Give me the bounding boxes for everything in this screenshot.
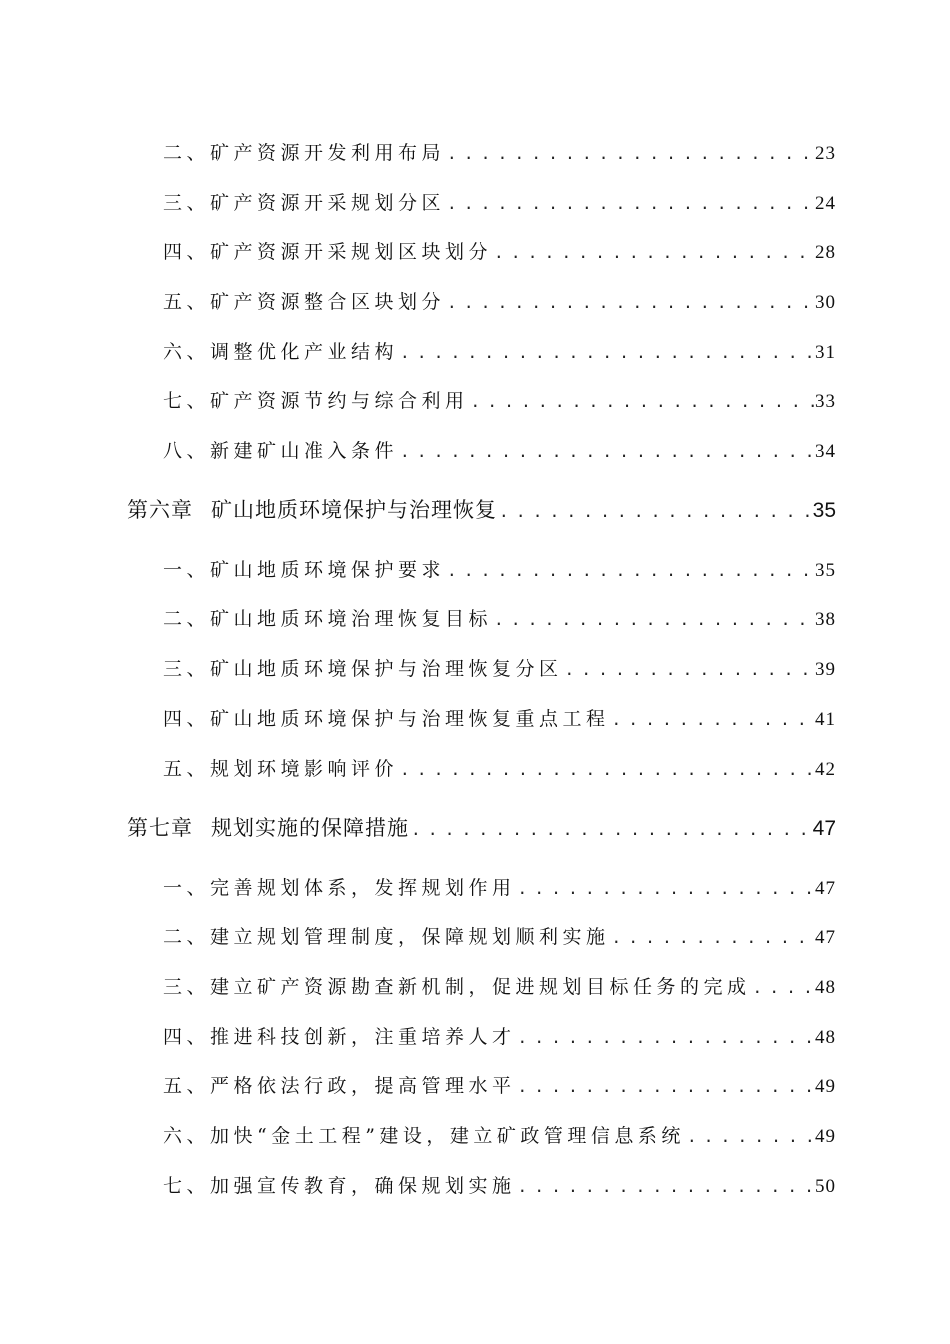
toc-entry-label: 一、完善规划体系，发挥规划作用 (163, 877, 516, 899)
toc-entry[interactable] (163, 287, 836, 314)
toc-entry-label: 五、规划环境影响评价 (163, 758, 399, 780)
dot-leader (516, 1177, 815, 1196)
toc-entry[interactable] (163, 754, 836, 781)
toc-page-number: 31 (815, 342, 836, 363)
toc-entry-label: 三、建立矿产资源勘查新机制，促进规划目标任务的完成 (163, 976, 751, 998)
toc-entry[interactable] (163, 386, 836, 413)
dot-leader (516, 1028, 815, 1047)
dot-leader (469, 392, 815, 411)
toc-page-number: 23 (815, 143, 836, 164)
toc-page-number: 24 (815, 193, 836, 214)
toc-page-number: 28 (815, 242, 836, 263)
chapter-number: 第六章 (127, 498, 193, 522)
dot-leader (516, 1077, 815, 1096)
toc-entry-label: 二、矿产资源开发利用布局 (163, 142, 446, 164)
toc-entry-label: 五、矿产资源整合区块划分 (163, 291, 446, 313)
toc-entry-label: 七、加强宣传教育，确保规划实施 (163, 1175, 516, 1197)
toc-entry[interactable] (163, 188, 836, 215)
toc-page-number: 47 (815, 927, 836, 948)
chapter-number: 第七章 (127, 816, 193, 840)
toc-entry-label: 四、矿山地质环境保护与治理恢复重点工程 (163, 708, 610, 730)
toc-entry[interactable] (163, 873, 836, 900)
toc-entry[interactable] (163, 337, 836, 364)
toc-entry-label: 八、新建矿山准入条件 (163, 440, 399, 462)
toc-entry-label: 六、调整优化产业结构 (163, 341, 399, 363)
toc-page-number: 42 (815, 759, 836, 780)
dot-leader (492, 610, 815, 629)
toc-chapter-label (127, 812, 409, 842)
dot-leader (445, 293, 815, 312)
dot-leader (685, 1127, 815, 1146)
toc-chapter-entry[interactable] (127, 494, 836, 524)
dot-leader (563, 660, 815, 679)
toc-entry[interactable] (163, 1171, 836, 1198)
toc-entry[interactable] (163, 555, 836, 582)
toc-entry-label: 一、矿山地质环境保护要求 (163, 559, 446, 581)
toc-page-number: 35 (812, 499, 836, 522)
toc-page-number: 30 (815, 292, 836, 313)
dot-leader (398, 760, 815, 779)
toc-page-number: 35 (815, 560, 836, 581)
dot-leader (751, 978, 815, 997)
toc-entry[interactable] (163, 704, 836, 731)
toc-entry[interactable] (163, 604, 836, 631)
toc-chapter-label (127, 494, 497, 524)
toc-entry-label: 四、推进科技创新，注重培养人才 (163, 1026, 516, 1048)
toc-page-number: 49 (815, 1126, 836, 1147)
toc-entry-label: 三、矿山地质环境保护与治理恢复分区 (163, 658, 563, 680)
dot-leader (398, 442, 815, 461)
dot-leader (492, 243, 815, 262)
toc-entry[interactable] (163, 1121, 836, 1148)
toc-page-number: 34 (815, 441, 836, 462)
toc-entry[interactable] (163, 972, 836, 999)
toc-entry-label: 二、建立规划管理制度，保障规划顺利实施 (163, 926, 610, 948)
toc-entry-label: 七、矿产资源节约与综合利用 (163, 390, 469, 412)
dot-leader (409, 820, 813, 839)
toc-page-number: 47 (815, 878, 836, 899)
chapter-title: 规划实施的保障措施 (211, 816, 409, 840)
toc-page-number: 39 (815, 659, 836, 680)
toc-entry-label: 六、加快“金土工程”建设，建立矿政管理信息系统 (163, 1125, 685, 1147)
toc-page-number: 50 (815, 1176, 836, 1197)
dot-leader (497, 502, 813, 521)
toc-page-number: 48 (815, 1027, 836, 1048)
dot-leader (516, 879, 815, 898)
toc-entry-label: 三、矿产资源开采规划分区 (163, 192, 446, 214)
toc-entry[interactable] (163, 138, 836, 165)
toc-entry[interactable] (163, 654, 836, 681)
toc-entry-label: 二、矿山地质环境治理恢复目标 (163, 608, 493, 630)
toc-page-number: 48 (815, 977, 836, 998)
dot-leader (445, 194, 815, 213)
toc-entry-label: 四、矿产资源开采规划区块划分 (163, 241, 493, 263)
dot-leader (445, 561, 815, 580)
toc-entry[interactable] (163, 922, 836, 949)
toc-page-number: 38 (815, 609, 836, 630)
dot-leader (610, 928, 815, 947)
toc-entry[interactable] (163, 1022, 836, 1049)
toc-entry[interactable] (163, 436, 836, 463)
dot-leader (445, 144, 815, 163)
chapter-title: 矿山地质环境保护与治理恢复 (211, 498, 497, 522)
dot-leader (398, 343, 815, 362)
toc-entry[interactable] (163, 1071, 836, 1098)
toc-entry[interactable] (163, 237, 836, 264)
toc-page-number: 41 (815, 709, 836, 730)
dot-leader (610, 710, 815, 729)
toc-chapter-entry[interactable] (127, 812, 836, 842)
toc-page-number: 33 (815, 391, 836, 412)
toc-entry-label: 五、严格依法行政，提高管理水平 (163, 1075, 516, 1097)
toc-page-number: 49 (815, 1076, 836, 1097)
toc-page-number: 47 (812, 817, 836, 840)
